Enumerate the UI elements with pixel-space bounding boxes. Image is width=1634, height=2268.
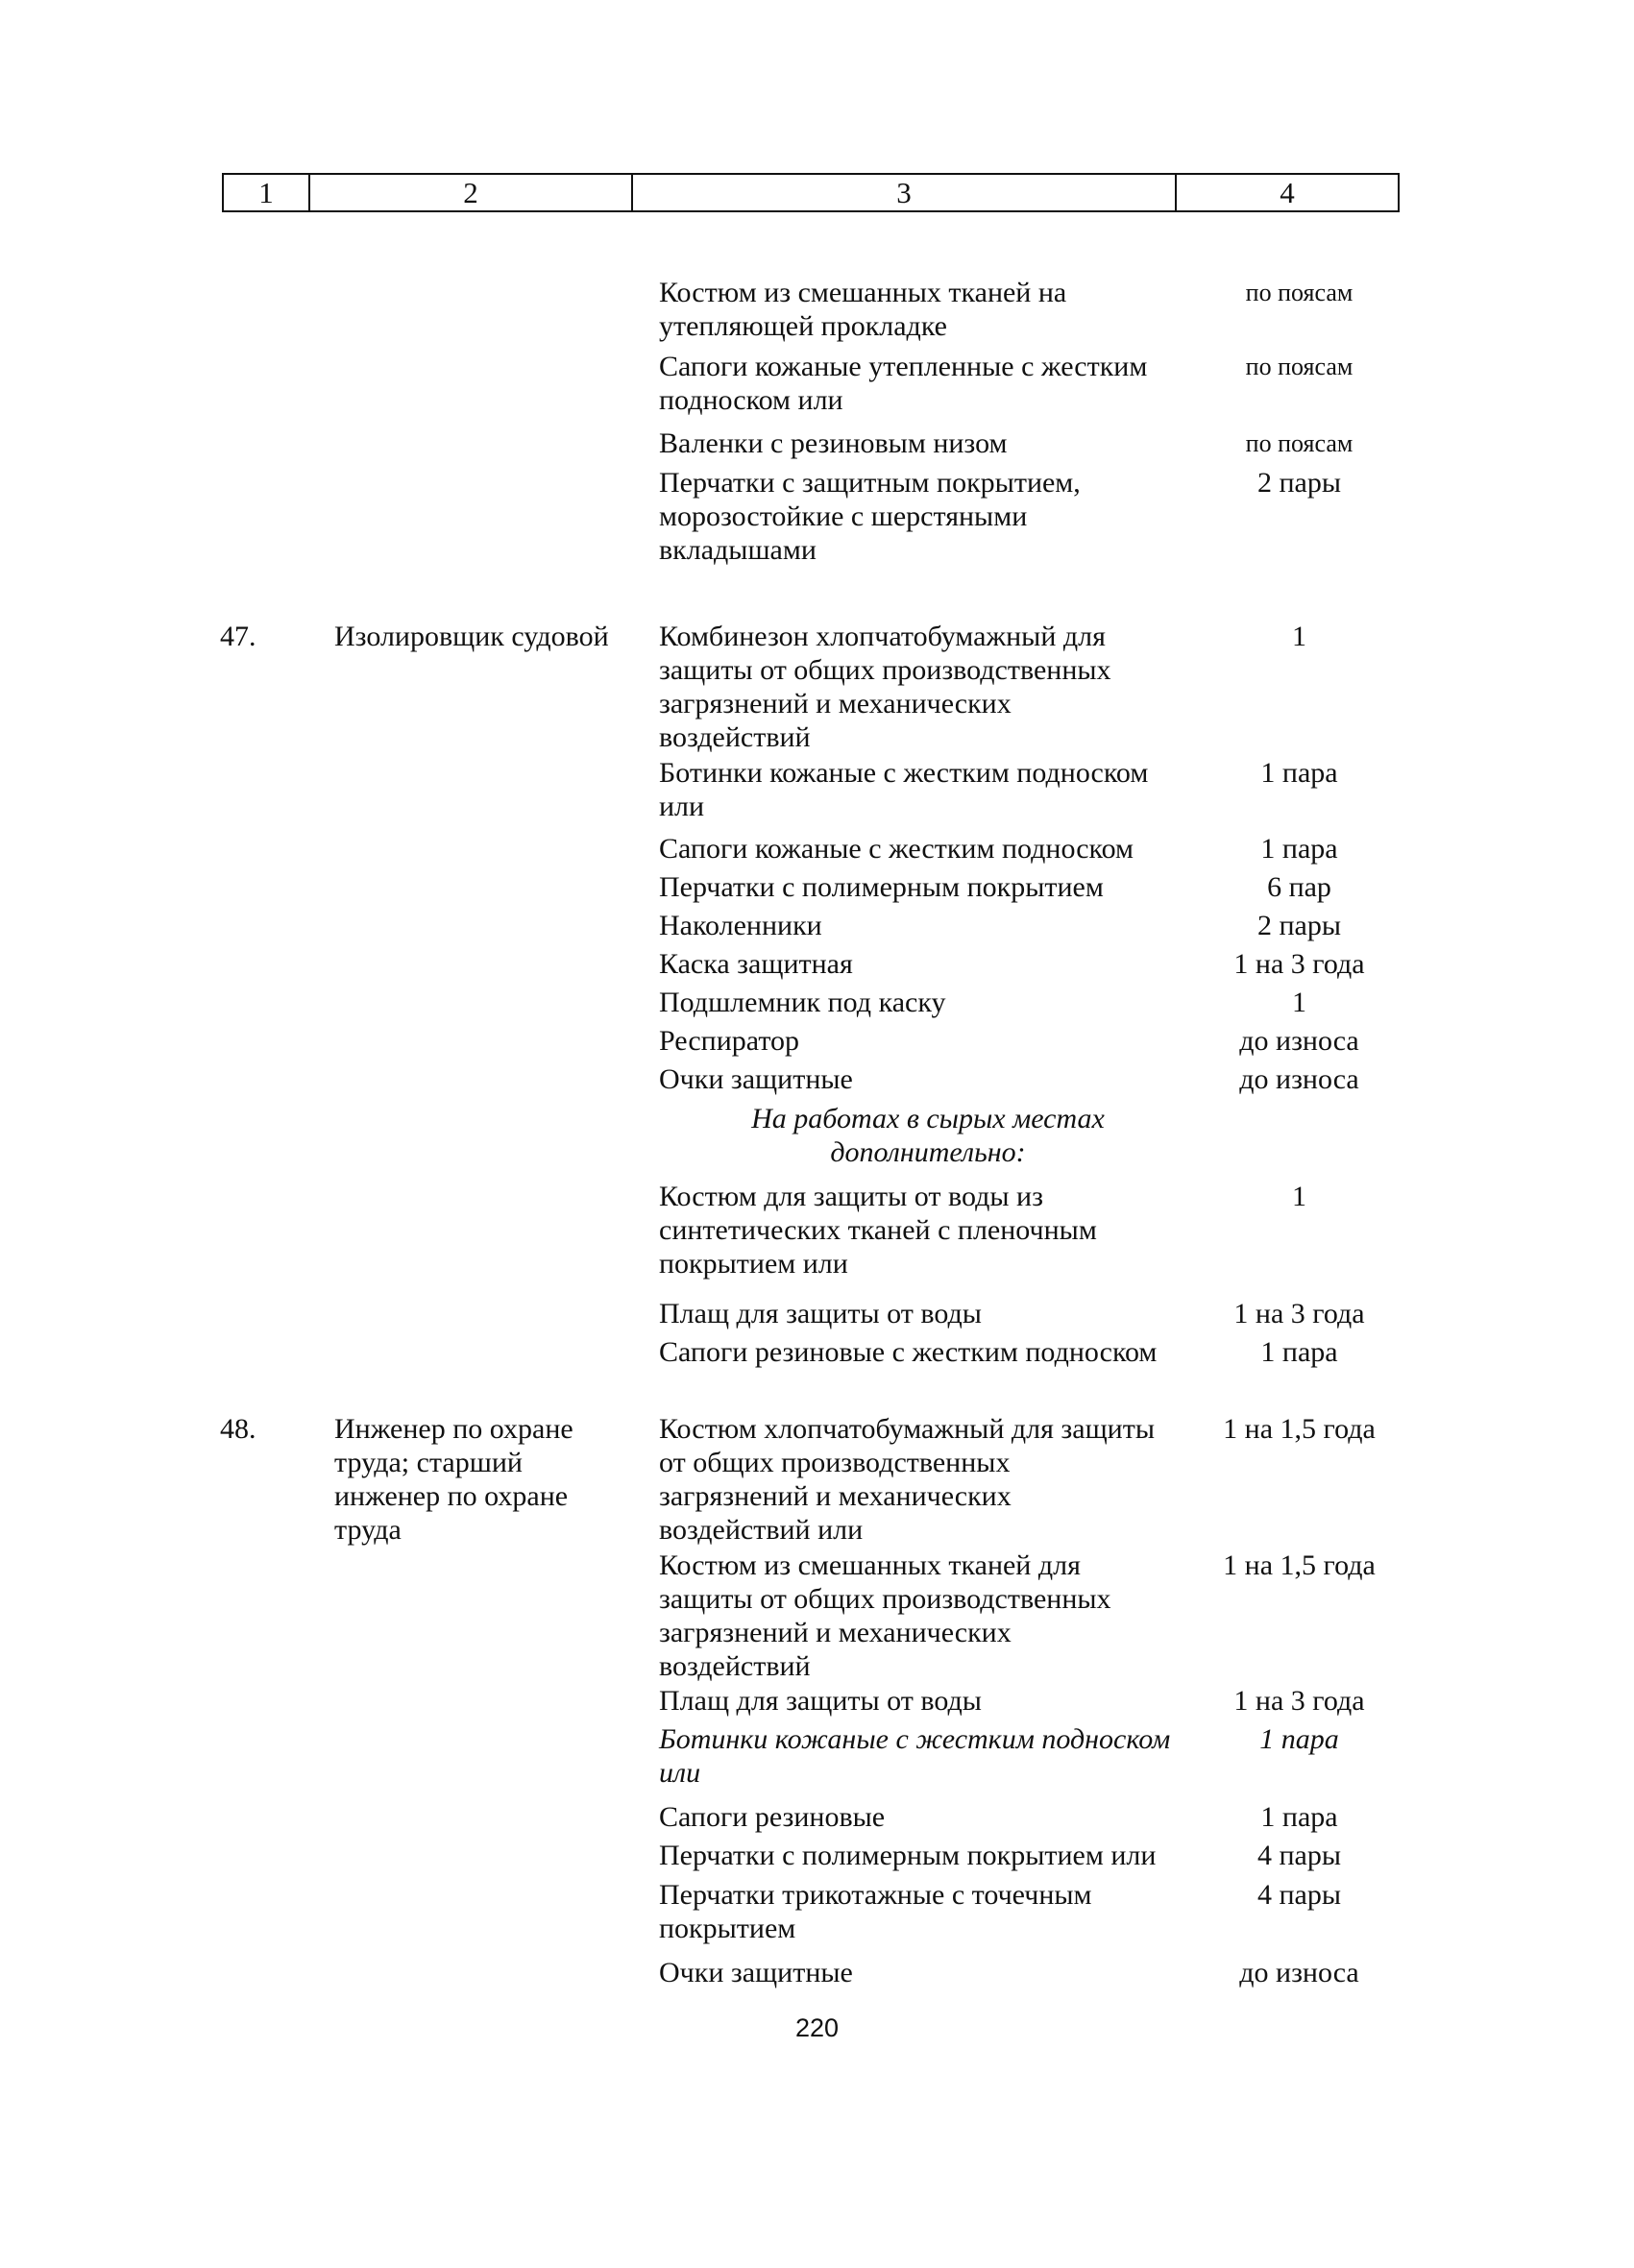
item-quantity: 1	[1292, 1181, 1306, 1212]
additional-note: На работах в сырых местах дополнительно:	[751, 1103, 1105, 1168]
item-quantity: 6 пар	[1267, 871, 1331, 903]
item-quantity: 4 пары	[1256, 1879, 1342, 1911]
item-name: Перчатки с защитным покрытием, морозостойкие с шерстяными вкладышами	[659, 467, 1081, 566]
column-header-4: 4	[1280, 176, 1295, 209]
column-header-2: 2	[310, 175, 633, 210]
position-title: Инженер по охране труда; старший инженер по охране труда	[334, 1413, 573, 1546]
item-name: Сапоги резиновые с жестким подноском	[659, 1336, 1158, 1368]
row-number: 48.	[220, 1413, 256, 1445]
item-quantity: 1 на 1,5 года	[1223, 1413, 1376, 1445]
item-name: Плащ для защиты от воды	[659, 1685, 982, 1717]
item-name: Костюм из смешанных тканей на утепляющей прокладке	[659, 277, 1067, 342]
item-name: Валенки с резиновым низом	[659, 427, 1008, 459]
item-name: Подшлемник под каску	[659, 987, 946, 1018]
item-name: Плащ для защиты от воды	[659, 1298, 982, 1329]
item-name: Каска защитная	[659, 948, 853, 980]
item-quantity: 1 пара	[1260, 833, 1338, 865]
item-quantity: до износа	[1239, 1957, 1359, 1988]
item-name: Сапоги кожаные утепленные с жестким подноском или	[659, 351, 1148, 416]
item-name: Очки защитные	[659, 1063, 853, 1095]
item-quantity: 2 пары	[1256, 910, 1342, 941]
item-quantity: 1 пара	[1259, 1723, 1339, 1755]
item-quantity: 1 на 3 года	[1233, 1298, 1365, 1329]
item-name: Комбинезон хлопчатобумажный для защиты от общих производственных загрязнений и механических воздействий	[659, 621, 1111, 753]
item-quantity: по поясам	[1245, 353, 1354, 380]
item-name: Перчатки трикотажные с точечным покрытием	[659, 1879, 1092, 1944]
item-quantity: по поясам	[1245, 279, 1354, 306]
position-title: Изолировщик судовой	[334, 621, 609, 652]
item-name: Костюм из смешанных тканей для защиты от общих производственных загрязнений и механических воздействий	[659, 1549, 1111, 1682]
column-header-3: 3	[633, 175, 1177, 210]
item-quantity: 1 пара	[1260, 1336, 1338, 1368]
row-number: 47.	[220, 621, 256, 652]
item-quantity: по поясам	[1245, 429, 1354, 457]
item-name: Сапоги кожаные с жестким подноском	[659, 833, 1134, 865]
item-quantity: 1	[1292, 621, 1306, 652]
item-quantity: 1	[1292, 987, 1306, 1018]
item-quantity: 2 пары	[1256, 467, 1342, 499]
item-name: Очки защитные	[659, 1957, 853, 1988]
column-header-1: 1	[224, 175, 310, 210]
item-name: Костюм для защиты от воды из синтетических тканей с пленочным покрытием или	[659, 1181, 1097, 1280]
item-name: Ботинки кожаные с жестким подноском или	[659, 1723, 1171, 1789]
item-quantity: до износа	[1239, 1063, 1359, 1095]
item-quantity: 1 на 3 года	[1233, 948, 1365, 980]
item-name: Перчатки с полимерным покрытием	[659, 871, 1104, 903]
item-name: Ботинки кожаные с жестким подноском или	[659, 757, 1149, 822]
item-quantity: 1 на 3 года	[1233, 1685, 1365, 1717]
item-quantity: 4 пары	[1256, 1840, 1342, 1871]
item-quantity: 1 пара	[1260, 757, 1338, 789]
item-quantity: до износа	[1239, 1025, 1359, 1057]
item-name: Респиратор	[659, 1025, 800, 1057]
item-name: Наколенники	[659, 910, 822, 941]
item-quantity: 1 пара	[1260, 1801, 1338, 1833]
page-number: 220	[794, 2013, 840, 2042]
column-header-row	[222, 173, 1400, 212]
item-name: Перчатки с полимерным покрытием или	[659, 1840, 1157, 1871]
item-name: Костюм хлопчатобумажный для защиты от общих производственных загрязнений и механических воздействий или	[659, 1413, 1155, 1546]
item-name: Сапоги резиновые	[659, 1801, 886, 1833]
item-quantity: 1 на 1,5 года	[1223, 1549, 1376, 1581]
